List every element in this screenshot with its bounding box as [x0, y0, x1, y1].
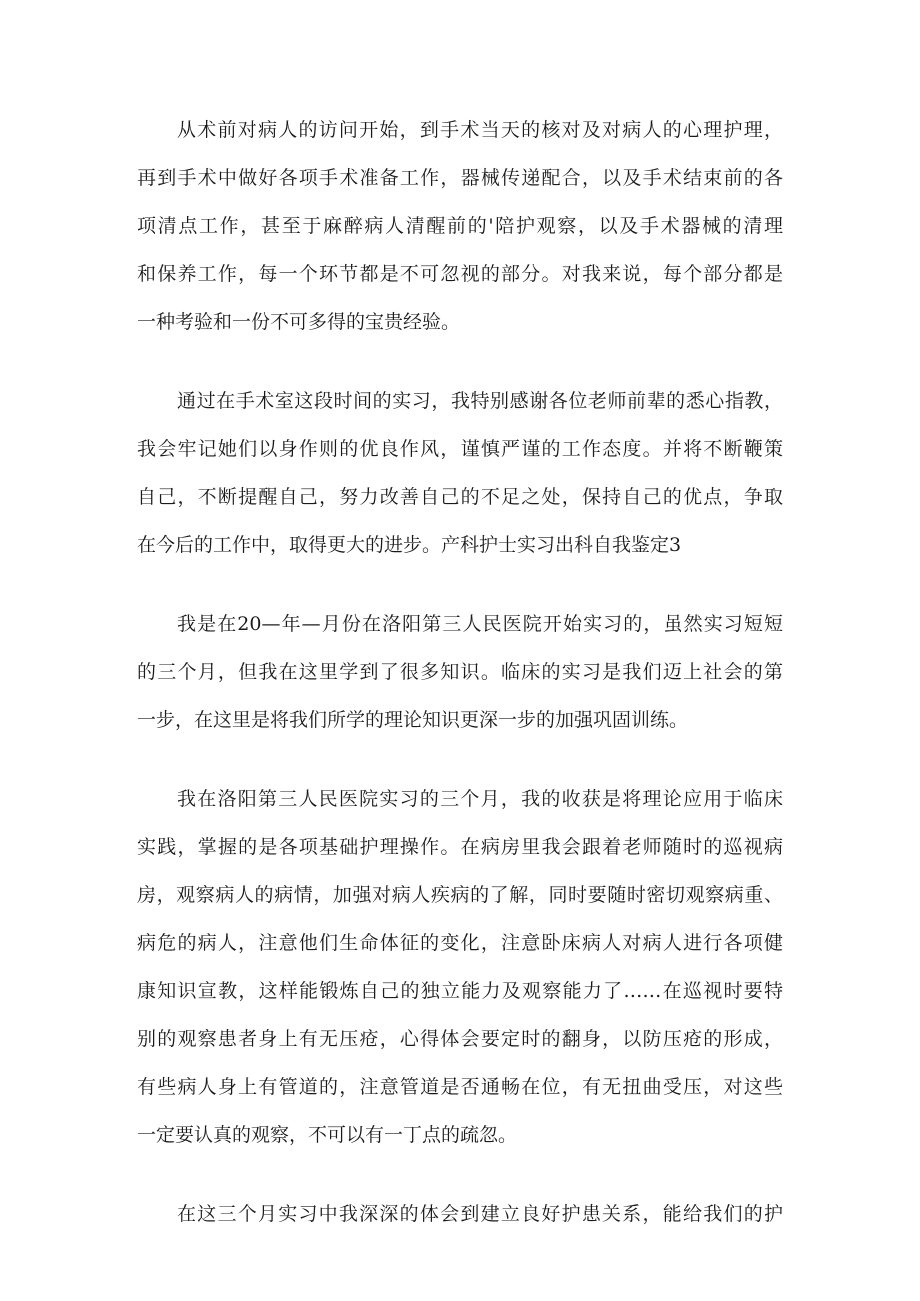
text-line: 我在洛阳第三人民医院实习的三个月，我的收获是将理论应用于临床 [177, 788, 783, 810]
text-line: 项清点工作，甚至于麻醉病人清醒前的'陪护观察，以及手术器械的清理 [137, 215, 783, 237]
text-line: 一步，在这里是将我们所学的理论知识更深一步的加强巩固训练。 [137, 709, 689, 731]
text-line: 一种考验和一份不可多得的宝贵经验。 [137, 311, 461, 333]
text-line: 我是在20—年—月份在洛阳第三人民医院开始实习的，虽然实习短短 [177, 613, 783, 635]
text-line: 在今后的工作中，取得更大的进步。产科护士实习出科自我鉴定3 [137, 534, 682, 556]
paragraph-surgery-process [137, 106, 783, 346]
text-line: 病危的病人，注意他们生命体征的变化，注意卧床病人对病人进行各项健 [137, 932, 783, 954]
text-line: 和保养工作，每一个环节都是不可忽视的部分。对我来说，每个部分都是 [137, 263, 783, 285]
paragraph-ward-practice [137, 775, 783, 1159]
text-line: 我会牢记她们以身作则的优良作风，谨慎严谨的工作态度。并将不断鞭策 [137, 438, 783, 460]
paragraph-internship-intro [137, 600, 783, 744]
text-line: 一定要认真的观察，不可以有一丁点的疏忽。 [137, 1124, 518, 1146]
text-line: 实践，掌握的是各项基础护理操作。在病房里我会跟着老师随时的巡视病 [137, 836, 783, 858]
document-body [137, 106, 783, 1269]
paragraph-patient-relationship [137, 1190, 783, 1238]
text-line: 通过在手术室这段时间的实习，我特别感谢各位老师前辈的悉心指教， [177, 390, 783, 412]
text-line: 康知识宣教，这样能锻炼自己的独立能力及观察能力了……在巡视时要特 [137, 980, 783, 1002]
text-line: 在这三个月实习中我深深的体会到建立良好护患关系，能给我们的护 [177, 1203, 783, 1225]
paragraph-thanks [137, 377, 783, 569]
text-line: 有些病人身上有管道的，注意管道是否通畅在位，有无扭曲受压，对这些 [137, 1076, 783, 1098]
text-line: 的三个月，但我在这里学到了很多知识。临床的实习是我们迈上社会的第 [137, 661, 783, 683]
text-line: 从术前对病人的访问开始，到手术当天的核对及对病人的心理护理， [177, 119, 783, 141]
text-line: 房，观察病人的病情，加强对病人疾病的了解，同时要随时密切观察病重、 [137, 884, 783, 906]
text-line: 自己，不断提醒自己，努力改善自己的不足之处，保持自己的优点，争取 [137, 486, 783, 508]
text-line: 别的观察患者身上有无压疮，心得体会要定时的翻身，以防压疮的形成， [137, 1028, 783, 1050]
text-line: 再到手术中做好各项手术准备工作，器械传递配合，以及手术结束前的各 [137, 167, 783, 189]
